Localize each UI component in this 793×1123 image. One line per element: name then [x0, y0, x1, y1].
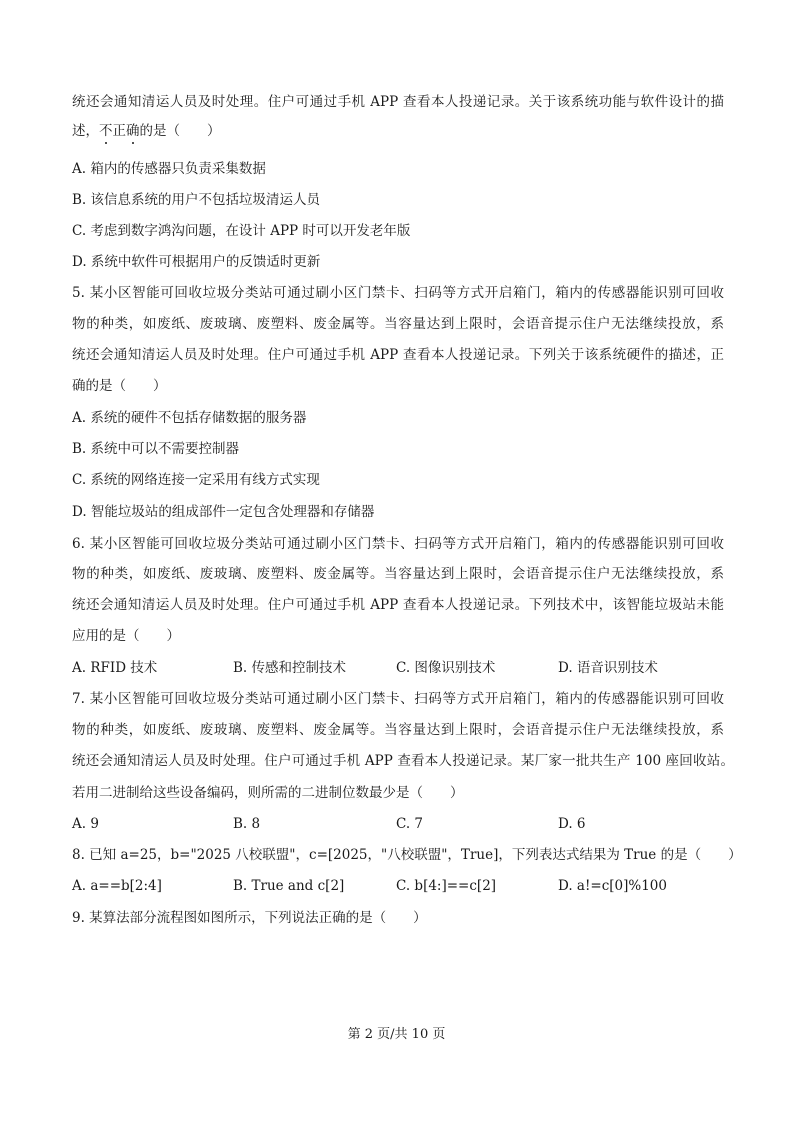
q4-option-c: C. 考虑到数字鸿沟问题，在设计 APP 时可以开发老年版 — [72, 223, 411, 239]
q6-stem-line-2: 物的种类，如废纸、废玻璃、废塑料、废金属等。当容量达到上限时，会语音提示住户无法继续投放，系 — [72, 566, 724, 582]
q5-stem-line-1: 5. 某小区智能可回收垃圾分类站可通过刷小区门禁卡、扫码等方式开启箱门，箱内的传感器能识别可回收 — [72, 285, 724, 301]
q9-stem: 9. 某算法部分流程图如图所示，下列说法正确的是（ ） — [72, 910, 427, 926]
q4-stem-line-2: 述，不正确的是（ ） — [72, 123, 221, 139]
q6-stem-line-1: 6. 某小区智能可回收垃圾分类站可通过刷小区门禁卡、扫码等方式开启箱门，箱内的传感器能识别可回收 — [72, 536, 724, 552]
q5-stem-line-2: 物的种类，如废纸、废玻璃、废塑料、废金属等。当容量达到上限时，会语音提示住户无法继续投放，系 — [72, 316, 724, 332]
q6-stem-line-3: 统还会通知清运人员及时处理。住户可通过手机 APP 查看本人投递记录。下列技术中，该智能垃圾站未能 — [72, 597, 724, 613]
q5-stem-line-4: 确的是（ ） — [72, 378, 167, 394]
emphasis-dot-que: 确 — [126, 123, 140, 139]
q5-option-a: A. 系统的硬件不包括存储数据的服务器 — [72, 410, 307, 426]
q4-stem-line-1: 统还会通知清运人员及时处理。住户可通过手机 APP 查看本人投递记录。关于该系统功能与软件设计的描 — [72, 94, 724, 110]
q5-option-c: C. 系统的网络连接一定采用有线方式实现 — [72, 472, 320, 488]
q8-option-d: D. a!=c[0]%100 — [558, 878, 667, 894]
q8-option-c: C. b[4:]==c[2] — [396, 878, 497, 894]
q7-option-d: D. 6 — [558, 816, 586, 832]
page-footer: 第 2 页/共 10 页 — [347, 1027, 446, 1042]
q8-option-a: A. a==b[2:4] — [72, 878, 162, 894]
q5-option-b: B. 系统中可以不需要控制器 — [72, 441, 240, 457]
q4-option-a: A. 箱内的传感器只负责采集数据 — [72, 161, 266, 177]
q7-stem-line-4: 若用二进制给这些设备编码，则所需的二进制位数最少是（ ） — [72, 785, 464, 801]
q5-stem-line-3: 统还会通知清运人员及时处理。住户可通过手机 APP 查看本人投递记录。下列关于该系统硬件的描述，正 — [72, 347, 724, 363]
q7-stem-line-2: 物的种类，如废纸、废玻璃、废塑料、废金属等。当容量达到上限时，会语音提示住户无法继续投放，系 — [72, 722, 724, 738]
q7-option-a: A. 9 — [72, 816, 99, 832]
emphasis-dot-bu: 不 — [99, 123, 113, 139]
q5-option-d: D. 智能垃圾站的组成部件一定包含处理器和存储器 — [72, 504, 375, 520]
q7-stem-line-3: 统还会通知清运人员及时处理。住户可通过手机 APP 查看本人投递记录。某厂家一批共生产 100 座回收站。 — [72, 753, 734, 769]
q7-option-b: B. 8 — [233, 816, 261, 832]
q8-option-b: B. True and c[2] — [233, 878, 345, 894]
q6-option-c: C. 图像识别技术 — [396, 660, 496, 676]
q6-option-d: D. 语音识别技术 — [558, 660, 658, 676]
q7-stem-line-1: 7. 某小区智能可回收垃圾分类站可通过刷小区门禁卡、扫码等方式开启箱门，箱内的传感器能识别可回收 — [72, 691, 724, 707]
q7-option-c: C. 7 — [396, 816, 424, 832]
q4-option-d: D. 系统中软件可根据用户的反馈适时更新 — [72, 254, 321, 270]
q8-stem: 8. 已知 a=25，b="2025 八校联盟"，c=[2025，"八校联盟"，True]，下列表达式结果为 True 的是（ ） — [72, 847, 742, 863]
q6-option-b: B. 传感和控制技术 — [233, 660, 347, 676]
q6-stem-line-4: 应用的是（ ） — [72, 628, 180, 644]
q4-option-b: B. 该信息系统的用户不包括垃圾清运人员 — [72, 192, 321, 208]
q6-option-a: A. RFID 技术 — [72, 660, 158, 676]
